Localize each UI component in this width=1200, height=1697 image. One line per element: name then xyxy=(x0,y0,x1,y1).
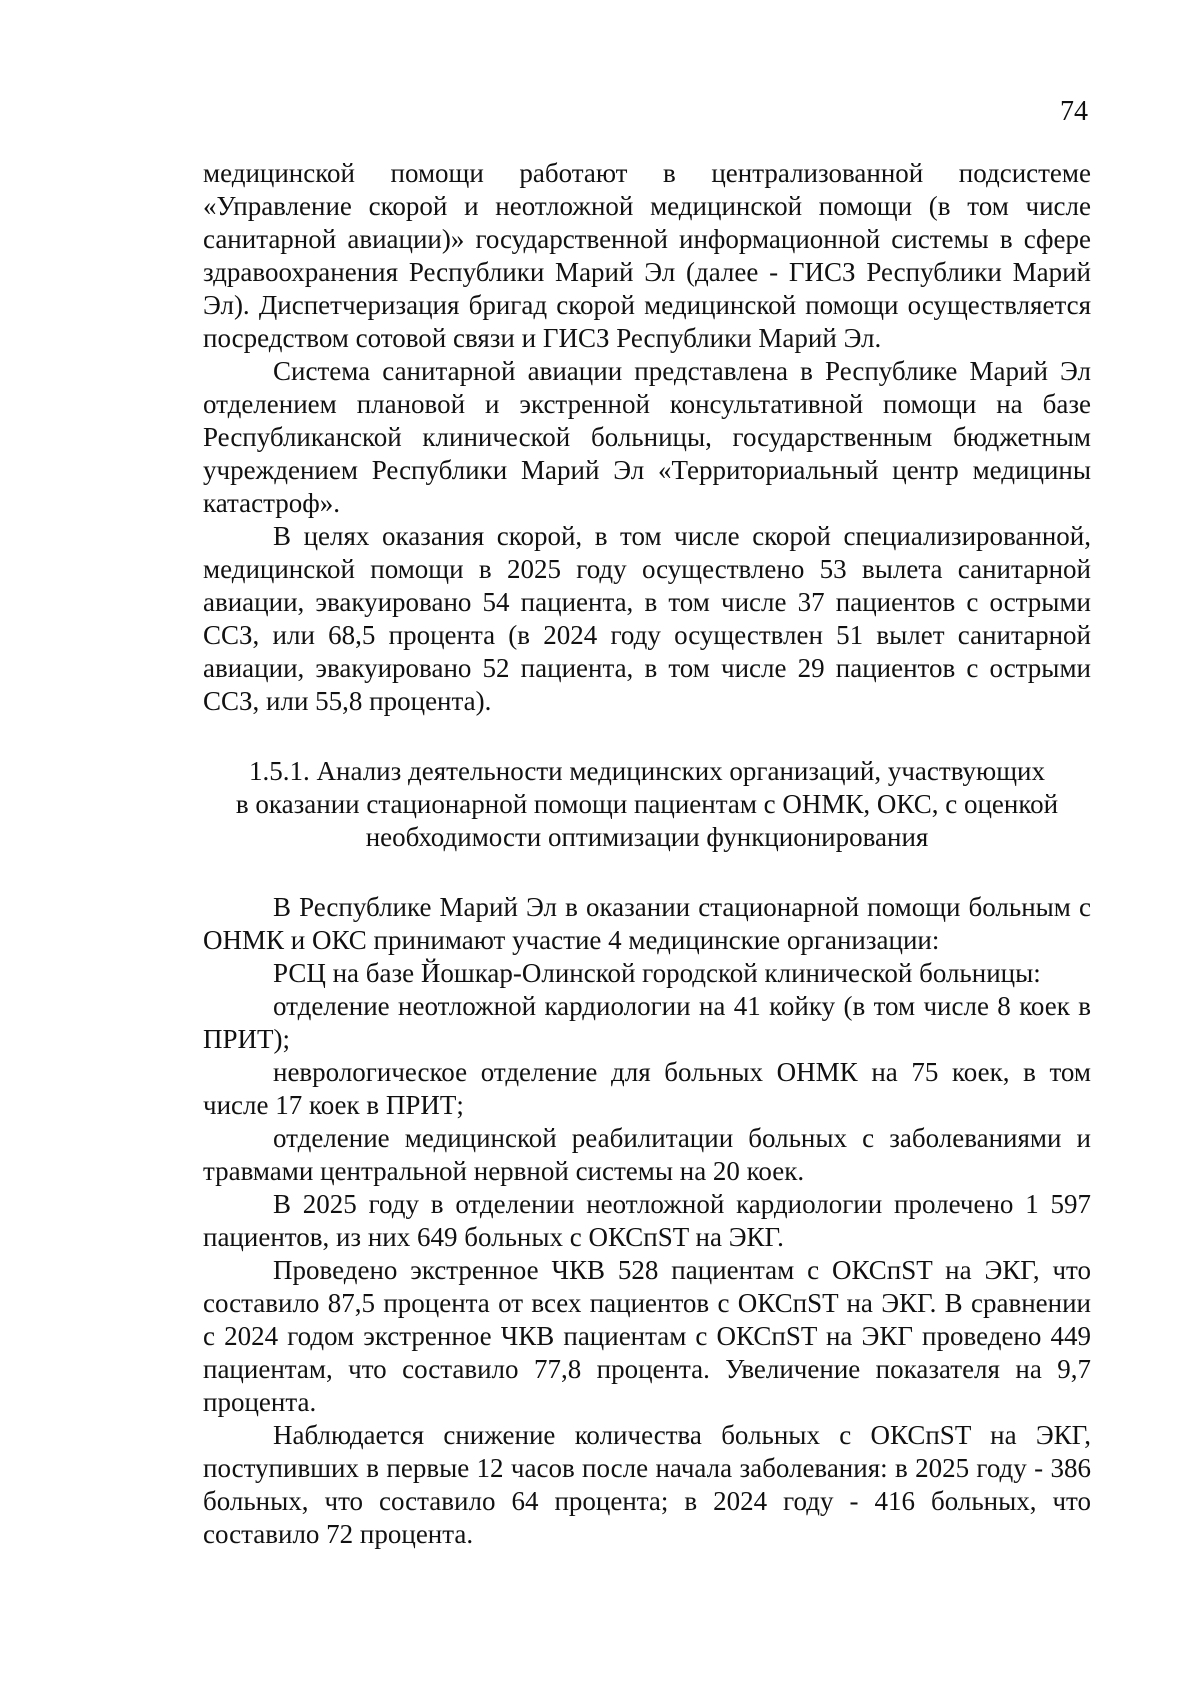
section-heading-line: 1.5.1. Анализ деятельности медицинских организаций, участвующих xyxy=(249,756,1045,786)
document-body xyxy=(203,157,1091,1551)
paragraph: неврологическое отделение для больных ОНМК на 75 коек, в том числе 17 коек в ПРИТ; xyxy=(203,1057,1091,1120)
section-heading-line: необходимости оптимизации функционирования xyxy=(365,822,929,852)
paragraph: РСЦ на базе Йошкар-Олинской городской клинической больницы: xyxy=(273,958,1041,988)
paragraph: медицинской помощи работают в централизованной подсистеме «Управление скорой и неотложной медицинской помощи (в том числе санитарной авиации)» государственной информационной системы в сфере здравоохранения Республики Марий Эл (далее - ГИСЗ Республики Марий Эл). Диспетчеризация бригад скорой медицинской помощи осуществляется посредством сотовой связи и ГИСЗ Республики Марий Эл. xyxy=(203,158,1091,353)
page-number: 74 xyxy=(1060,96,1088,127)
paragraph: Наблюдается снижение количества больных с ОКСпST на ЭКГ, поступивших в первые 12 часов после начала заболевания: в 2025 году - 386 больных, что составило 64 процента; в 2024 году - 416 больных, что составило 72 процента. xyxy=(203,1420,1091,1549)
paragraph: отделение неотложной кардиологии на 41 койку (в том числе 8 коек в ПРИТ); xyxy=(203,991,1091,1054)
paragraph: Проведено экстренное ЧКВ 528 пациентам с ОКСпST на ЭКГ, что составило 87,5 процента от всех пациентов с ОКСпST на ЭКГ. В сравнении с 2024 годом экстренное ЧКВ пациентам с ОКСпST на ЭКГ проведено 449 пациентам, что составило 77,8 процента. Увеличение показателя на 9,7 процента. xyxy=(203,1255,1091,1417)
paragraph: отделение медицинской реабилитации больных с заболеваниями и травмами центральной нервной системы на 20 коек. xyxy=(203,1123,1091,1186)
paragraph: В 2025 году в отделении неотложной кардиологии пролечено 1 597 пациентов, из них 649 больных с ОКСпST на ЭКГ. xyxy=(203,1189,1091,1252)
section-heading-line: в оказании стационарной помощи пациентам с ОНМК, ОКС, с оценкой xyxy=(235,789,1059,819)
paragraph: В Республике Марий Эл в оказании стационарной помощи больным с ОНМК и ОКС принимают участие 4 медицинские организации: xyxy=(203,892,1091,955)
paragraph: Система санитарной авиации представлена в Республике Марий Эл отделением плановой и экстренной консультативной помощи на базе Республиканской клинической больницы, государственным бюджетным учреждением Республики Марий Эл «Территориальный центр медицины катастроф». xyxy=(203,356,1091,518)
paragraph: В целях оказания скорой, в том числе скорой специализированной, медицинской помощи в 2025 году осуществлено 53 вылета санитарной авиации, эвакуировано 54 пациента, в том числе 37 пациентов с острыми ССЗ, или 68,5 процента (в 2024 году осуществлен 51 вылет санитарной авиации, эвакуировано 52 пациента, в том числе 29 пациентов с острыми ССЗ, или 55,8 процента). xyxy=(203,521,1091,716)
section-heading xyxy=(203,755,1091,854)
